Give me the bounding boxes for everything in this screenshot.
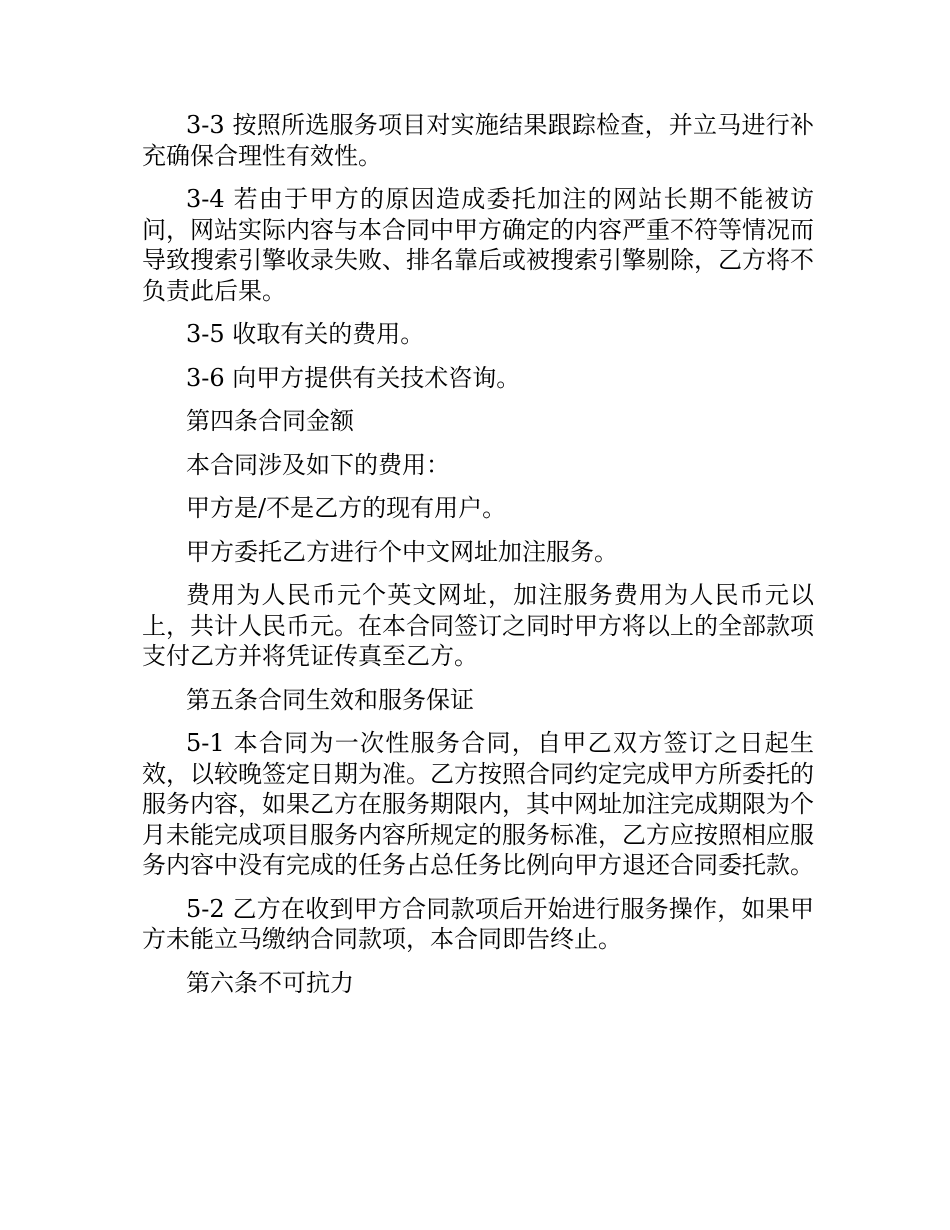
- paragraph-5-1: 5-1 本合同为一次性服务合同，自甲乙双方签订之日起生效，以较晚签定日期为准。乙方按照合同约定完成甲方所委托的服务内容，如果乙方在服务期限内，其中网址加注完成期限为个月未能完成项目服务内容所规定的服务标准，乙方应按照相应服务内容中没有完成的任务占总任务比例向甲方退还合同委托款。: [142, 729, 814, 879]
- section-heading-article-6: 第六条不可抗力: [186, 968, 354, 997]
- paragraph-fees-intro: 本合同涉及如下的费用：: [186, 450, 450, 479]
- paragraph-3-4: 3-4 若由于甲方的原因造成委托加注的网站长期不能被访问，网站实际内容与本合同中甲方确定的内容严重不符等情况而导致搜索引擎收录失败、排名靠后或被搜索引擎剔除，乙方将不负责此后果。: [142, 185, 814, 305]
- paragraph-5-2: 5-2 乙方在收到甲方合同款项后开始进行服务操作，如果甲方未能立马缴纳合同款项，本合同即告终止。: [142, 894, 814, 953]
- paragraph-fee-details: 费用为人民币元个英文网址，加注服务费用为人民币元以上，共计人民币元。在本合同签订之同时甲方将以上的全部款项支付乙方并将凭证传真至乙方。: [142, 581, 814, 670]
- document-body: [142, 110, 814, 998]
- paragraph-3-5: 3-5 收取有关的费用。: [186, 320, 425, 348]
- paragraph-service-entrust: 甲方委托乙方进行个中文网址加注服务。: [186, 537, 618, 566]
- paragraph-3-3: 3-3 按照所选服务项目对实施结果跟踪检查，并立马进行补充确保合理性有效性。: [142, 111, 814, 170]
- section-heading-article-4: 第四条合同金额: [186, 407, 354, 435]
- paragraph-3-6: 3-6 向甲方提供有关技术咨询。: [186, 363, 521, 392]
- paragraph-user-status: 甲方是/不是乙方的现有用户。: [186, 494, 507, 522]
- section-heading-article-5: 第五条合同生效和服务保证: [186, 685, 474, 714]
